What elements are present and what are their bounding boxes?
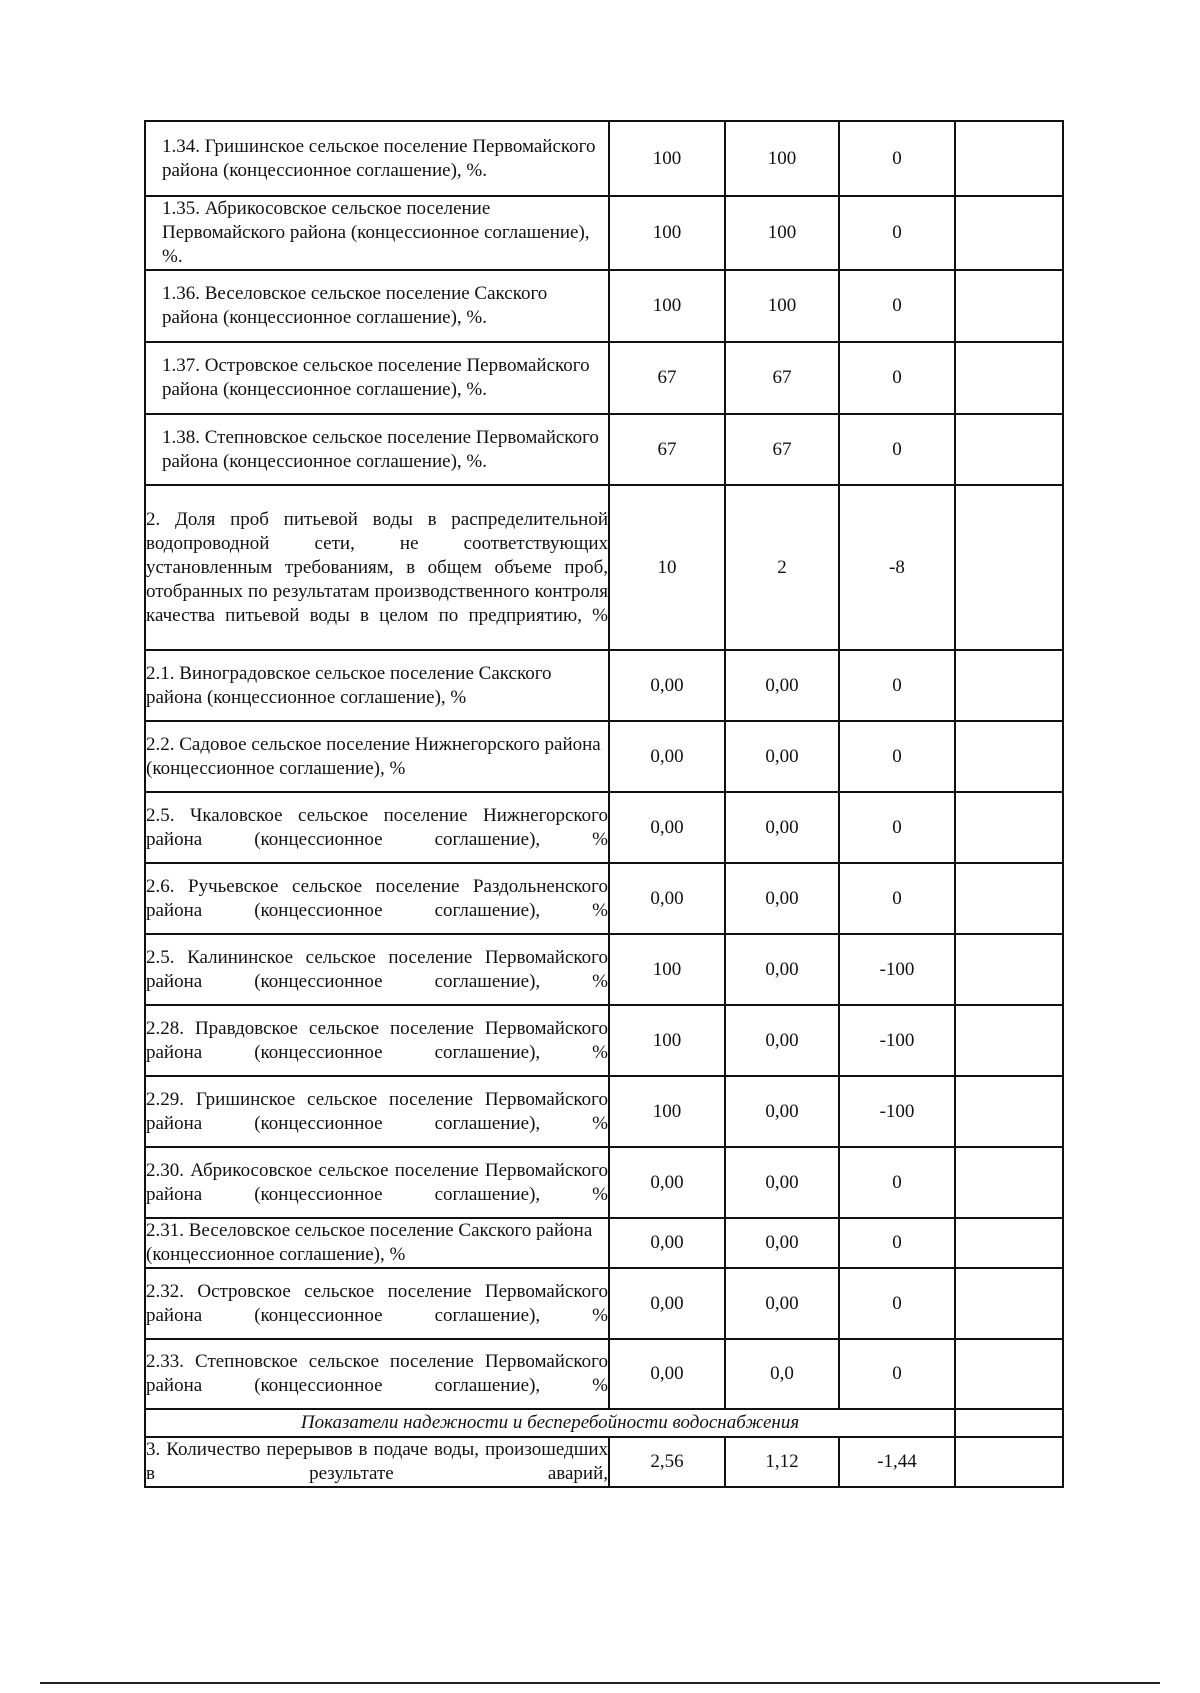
indicator-name: 2.5. Чкаловское сельское поселение Нижнегорского района (концессионное соглашение), %: [145, 792, 609, 863]
indicator-row: [145, 121, 1063, 196]
note-cell: [955, 650, 1063, 721]
plan-value: 2,56: [609, 1437, 725, 1487]
plan-value: 0,00: [609, 1268, 725, 1339]
indicator-row: [145, 196, 1063, 270]
fact-value: 2: [725, 485, 839, 650]
fact-value: 0,00: [725, 934, 839, 1005]
indicator-name: 2.33. Степновское сельское поселение Первомайского района (концессионное соглашение), %: [145, 1339, 609, 1409]
plan-value: 10: [609, 485, 725, 650]
indicator-name: 2.5. Калининское сельское поселение Первомайского района (концессионное соглашение), %: [145, 934, 609, 1005]
deviation-value: 0: [839, 270, 955, 342]
note-cell: [955, 121, 1063, 196]
plan-value: 100: [609, 270, 725, 342]
note-cell: [955, 1005, 1063, 1076]
deviation-value: 0: [839, 1268, 955, 1339]
fact-value: 100: [725, 121, 839, 196]
indicator-name: 1.38. Степновское сельское поселение Первомайского района (концессионное соглашение), %.: [145, 414, 609, 485]
indicator-name: 1.35. Абрикосовское сельское поселение Первомайского района (концессионное соглашение), %.: [145, 196, 609, 270]
fact-value: 0,00: [725, 1005, 839, 1076]
indicator-row: [145, 792, 1063, 863]
note-cell: [955, 792, 1063, 863]
note-cell: [955, 1339, 1063, 1409]
indicator-name: 3. Количество перерывов в подаче воды, произошедших в результате аварий,: [145, 1437, 609, 1487]
plan-value: 100: [609, 121, 725, 196]
note-cell: [955, 1437, 1063, 1487]
plan-value: 0,00: [609, 863, 725, 934]
note-cell: [955, 485, 1063, 650]
indicator-row: [145, 650, 1063, 721]
fact-value: 0,00: [725, 792, 839, 863]
fact-value: 100: [725, 196, 839, 270]
deviation-value: -100: [839, 1076, 955, 1147]
plan-value: 0,00: [609, 721, 725, 792]
indicator-row: [145, 342, 1063, 414]
indicator-name: 2. Доля проб питьевой воды в распределительной водопроводной сети, не соответствующих установленным требованиям, в общем объеме проб, отобранных по результатам производственного контроля качества питьевой воды в целом по предприятию, %: [145, 485, 609, 650]
note-cell: [955, 1076, 1063, 1147]
deviation-value: -8: [839, 485, 955, 650]
note-cell: [955, 342, 1063, 414]
note-cell: [955, 1268, 1063, 1339]
indicator-row: [145, 1218, 1063, 1268]
deviation-value: 0: [839, 1218, 955, 1268]
note-cell: [955, 270, 1063, 342]
section-title: Показатели надежности и бесперебойности водоснабжения: [145, 1409, 955, 1437]
indicator-row: [145, 1076, 1063, 1147]
deviation-value: 0: [839, 342, 955, 414]
plan-value: 0,00: [609, 650, 725, 721]
plan-value: 100: [609, 1076, 725, 1147]
note-cell: [955, 414, 1063, 485]
indicator-row: [145, 1339, 1063, 1409]
deviation-value: 0: [839, 1147, 955, 1218]
indicator-name: 2.29. Гришинское сельское поселение Первомайского района (концессионное соглашение), %: [145, 1076, 609, 1147]
deviation-value: 0: [839, 650, 955, 721]
note-cell: [955, 721, 1063, 792]
deviation-value: 0: [839, 792, 955, 863]
indicator-row: [145, 934, 1063, 1005]
indicator-name: 2.28. Правдовское сельское поселение Первомайского района (концессионное соглашение), %: [145, 1005, 609, 1076]
indicator-name: 2.1. Виноградовское сельское поселение Сакского района (концессионное соглашение), %: [145, 650, 609, 721]
fact-value: 67: [725, 342, 839, 414]
fact-value: 100: [725, 270, 839, 342]
deviation-value: 0: [839, 721, 955, 792]
indicator-row: [145, 721, 1063, 792]
plan-value: 0,00: [609, 1218, 725, 1268]
indicator-name: 1.34. Гришинское сельское поселение Первомайского района (концессионное соглашение), %.: [145, 121, 609, 196]
indicators-table-body: [145, 121, 1063, 1487]
plan-value: 0,00: [609, 1147, 725, 1218]
section-note-cell: [955, 1409, 1063, 1437]
indicator-row: [145, 1147, 1063, 1218]
plan-value: 67: [609, 342, 725, 414]
indicator-row: [145, 863, 1063, 934]
note-cell: [955, 1218, 1063, 1268]
fact-value: 1,12: [725, 1437, 839, 1487]
indicator-row: [145, 270, 1063, 342]
fact-value: 0,00: [725, 1147, 839, 1218]
deviation-value: 0: [839, 121, 955, 196]
deviation-value: 0: [839, 863, 955, 934]
indicator-name: 1.37. Островское сельское поселение Первомайского района (концессионное соглашение), %.: [145, 342, 609, 414]
indicator-name: 2.32. Островское сельское поселение Первомайского района (концессионное соглашение), %: [145, 1268, 609, 1339]
fact-value: 0,00: [725, 650, 839, 721]
fact-value: 0,00: [725, 863, 839, 934]
deviation-value: 0: [839, 196, 955, 270]
fact-value: 67: [725, 414, 839, 485]
plan-value: 100: [609, 934, 725, 1005]
fact-value: 0,0: [725, 1339, 839, 1409]
page-bottom-rule: [40, 1682, 1160, 1684]
indicator-name: 2.6. Ручьевское сельское поселение Раздольненского района (концессионное соглашение), %: [145, 863, 609, 934]
indicators-table: [144, 120, 1064, 1488]
section-header-row: [145, 1409, 1063, 1437]
deviation-value: -100: [839, 934, 955, 1005]
note-cell: [955, 196, 1063, 270]
indicator-row: [145, 1268, 1063, 1339]
fact-value: 0,00: [725, 1268, 839, 1339]
plan-value: 0,00: [609, 1339, 725, 1409]
indicator-row-3: [145, 1437, 1063, 1487]
fact-value: 0,00: [725, 721, 839, 792]
deviation-value: -100: [839, 1005, 955, 1076]
note-cell: [955, 863, 1063, 934]
deviation-value: -1,44: [839, 1437, 955, 1487]
fact-value: 0,00: [725, 1218, 839, 1268]
plan-value: 100: [609, 196, 725, 270]
indicator-row: [145, 485, 1063, 650]
plan-value: 100: [609, 1005, 725, 1076]
indicator-name: 2.2. Садовое сельское поселение Нижнегорского района (концессионное соглашение), %: [145, 721, 609, 792]
indicator-name: 1.36. Веселовское сельское поселение Сакского района (концессионное соглашение), %.: [145, 270, 609, 342]
indicator-row: [145, 414, 1063, 485]
plan-value: 0,00: [609, 792, 725, 863]
indicator-name: 2.30. Абрикосовское сельское поселение Первомайского района (концессионное соглашение), %: [145, 1147, 609, 1218]
deviation-value: 0: [839, 414, 955, 485]
plan-value: 67: [609, 414, 725, 485]
note-cell: [955, 1147, 1063, 1218]
deviation-value: 0: [839, 1339, 955, 1409]
note-cell: [955, 934, 1063, 1005]
fact-value: 0,00: [725, 1076, 839, 1147]
indicator-row: [145, 1005, 1063, 1076]
indicator-name: 2.31. Веселовское сельское поселение Сакского района (концессионное соглашение), %: [145, 1218, 609, 1268]
